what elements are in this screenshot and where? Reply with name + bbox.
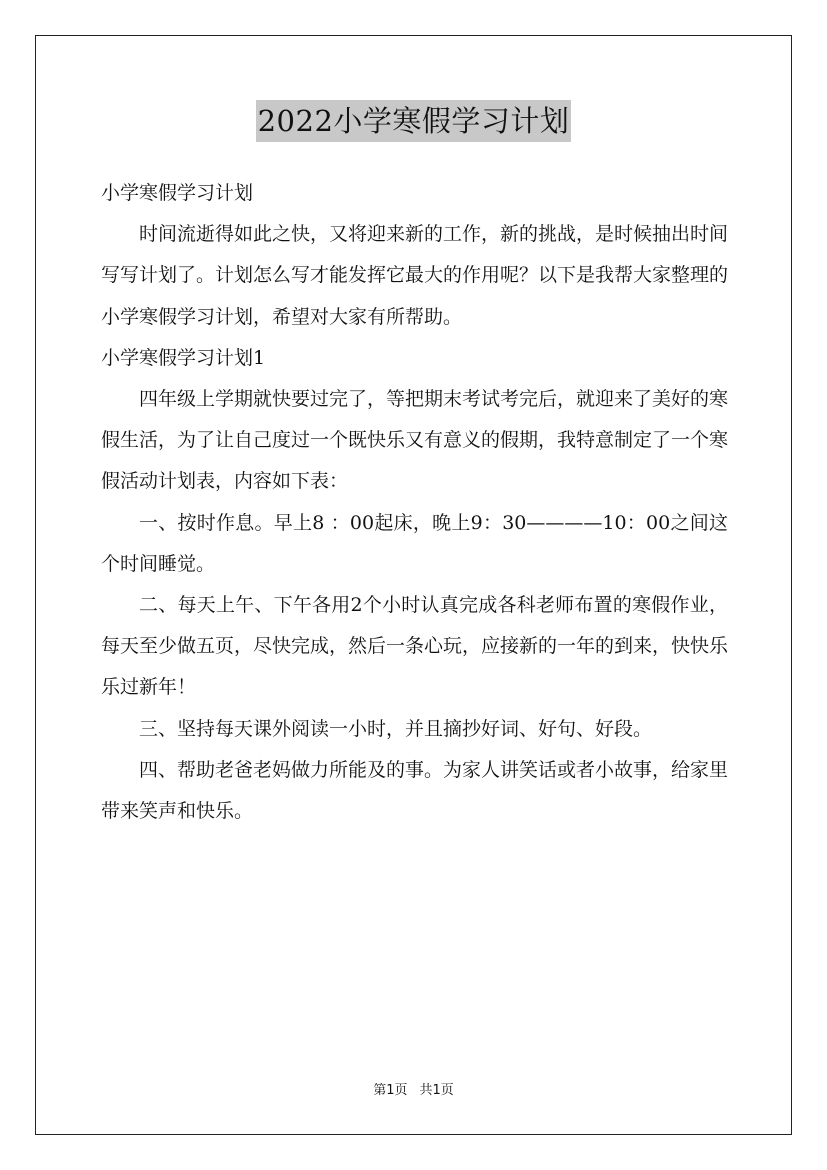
document-title: 2022小学寒假学习计划 [256, 100, 572, 142]
body-paragraph: 四年级上学期就快要过完了，等把期末考试考完后，就迎来了美好的寒假生活，为了让自己度过一个既快乐又有意义的假期，我特意制定了一个寒假活动计划表，内容如下表： [101, 388, 729, 493]
title-container [0, 100, 827, 142]
page-footer [0, 1083, 827, 1099]
section-heading: 小学寒假学习计划1 [101, 346, 266, 369]
intro-paragraph: 时间流逝得如此之快，又将迎来新的工作，新的挑战，是时候抽出时间写写计划了。计划怎么写才能发挥它最大的作用呢？以下是我帮大家整理的小学寒假学习计划，希望对大家有所帮助。 [101, 223, 729, 328]
page-number: 第1页 [373, 1083, 408, 1098]
section-heading: 小学寒假学习计划 [101, 182, 254, 204]
plan-item: 二、每天上午、下午各用2个小时认真完成各科老师布置的寒假作业，每天至少做五页，尽快完成，然后一条心玩，应接新的一年的到来，快快乐乐过新年！ [101, 594, 729, 699]
plan-item: 三、坚持每天课外阅读一小时，并且摘抄好词、好句、好段。 [139, 717, 653, 740]
page-total: 共1页 [419, 1083, 454, 1098]
plan-item: 一、按时作息。早上8 ：00起床，晚上9：30————10：00之间这个时间睡觉。 [101, 511, 728, 575]
plan-item: 四、帮助老爸老妈做力所能及的事。为家人讲笑话或者小故事，给家里带来笑声和快乐。 [101, 758, 729, 823]
document-body [101, 173, 728, 832]
